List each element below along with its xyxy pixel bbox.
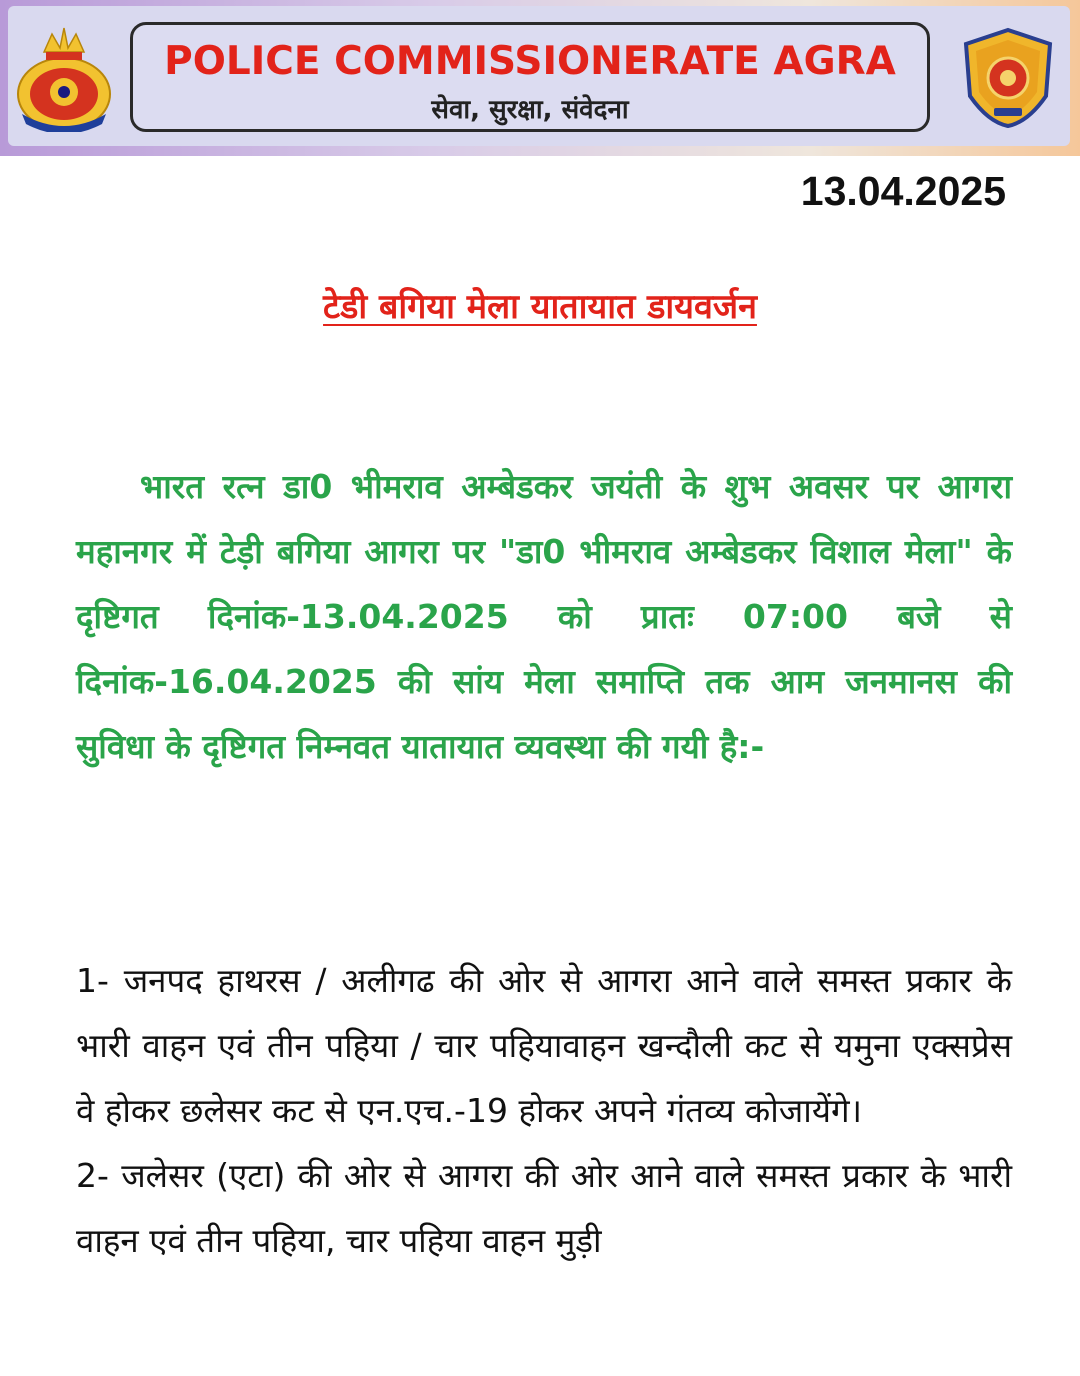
- title-box: [130, 22, 930, 132]
- header-band: [0, 0, 1080, 156]
- document-heading: [0, 282, 1080, 328]
- point-2: 2- जलेसर (एटा) की ओर से आगरा की ओर आने वाले समस्त प्रकार के भारी वाहन एवं तीन पहिया, चार पहिया वाहन मुड़ी: [76, 1156, 1012, 1260]
- tagline: सेवा, सुरक्षा, संवेदना: [431, 95, 629, 125]
- diversion-points: [76, 948, 1012, 1273]
- point-1: 1- जनपद हाथरस / अलीगढ की ओर से आगरा आने वाले समस्त प्रकार के भारी वाहन एवं तीन पहिया / चार पहियावाहन खन्दौली कट से यमुना एक्सप्रेस वे होकर छलेसर कट से एन.एच.-19 होकर अपने गंतव्य कोजायेंगे।: [76, 961, 1012, 1130]
- document-date: 13.04.2025: [800, 168, 1006, 214]
- heading-text: टेडी बगिया मेला यातायात डायवर्जन: [323, 287, 757, 327]
- police-commissionerate-agra-badge-icon: [958, 26, 1058, 130]
- page-title: POLICE COMMISSIONERATE AGRA: [164, 39, 896, 84]
- intro-paragraph: भारत रत्न डा0 भीमराव अम्बेडकर जयंती के शुभ अवसर पर आगरा महानगर में टेड़ी बगिया आगरा पर "डा0 भीमराव अम्बेडकर विशाल मेला" के दृष्टिगत दिनांक-13.04.2025 को प्रातः 07:00 बजे से दिनांक-16.04.2025 की सांय मेला समाप्ति तक आम जनमानस की सुविधा के दृष्टिगत निम्नवत यातायात व्यवस्था की गयी है:-: [76, 467, 1012, 766]
- up-police-emblem-icon: [14, 22, 114, 132]
